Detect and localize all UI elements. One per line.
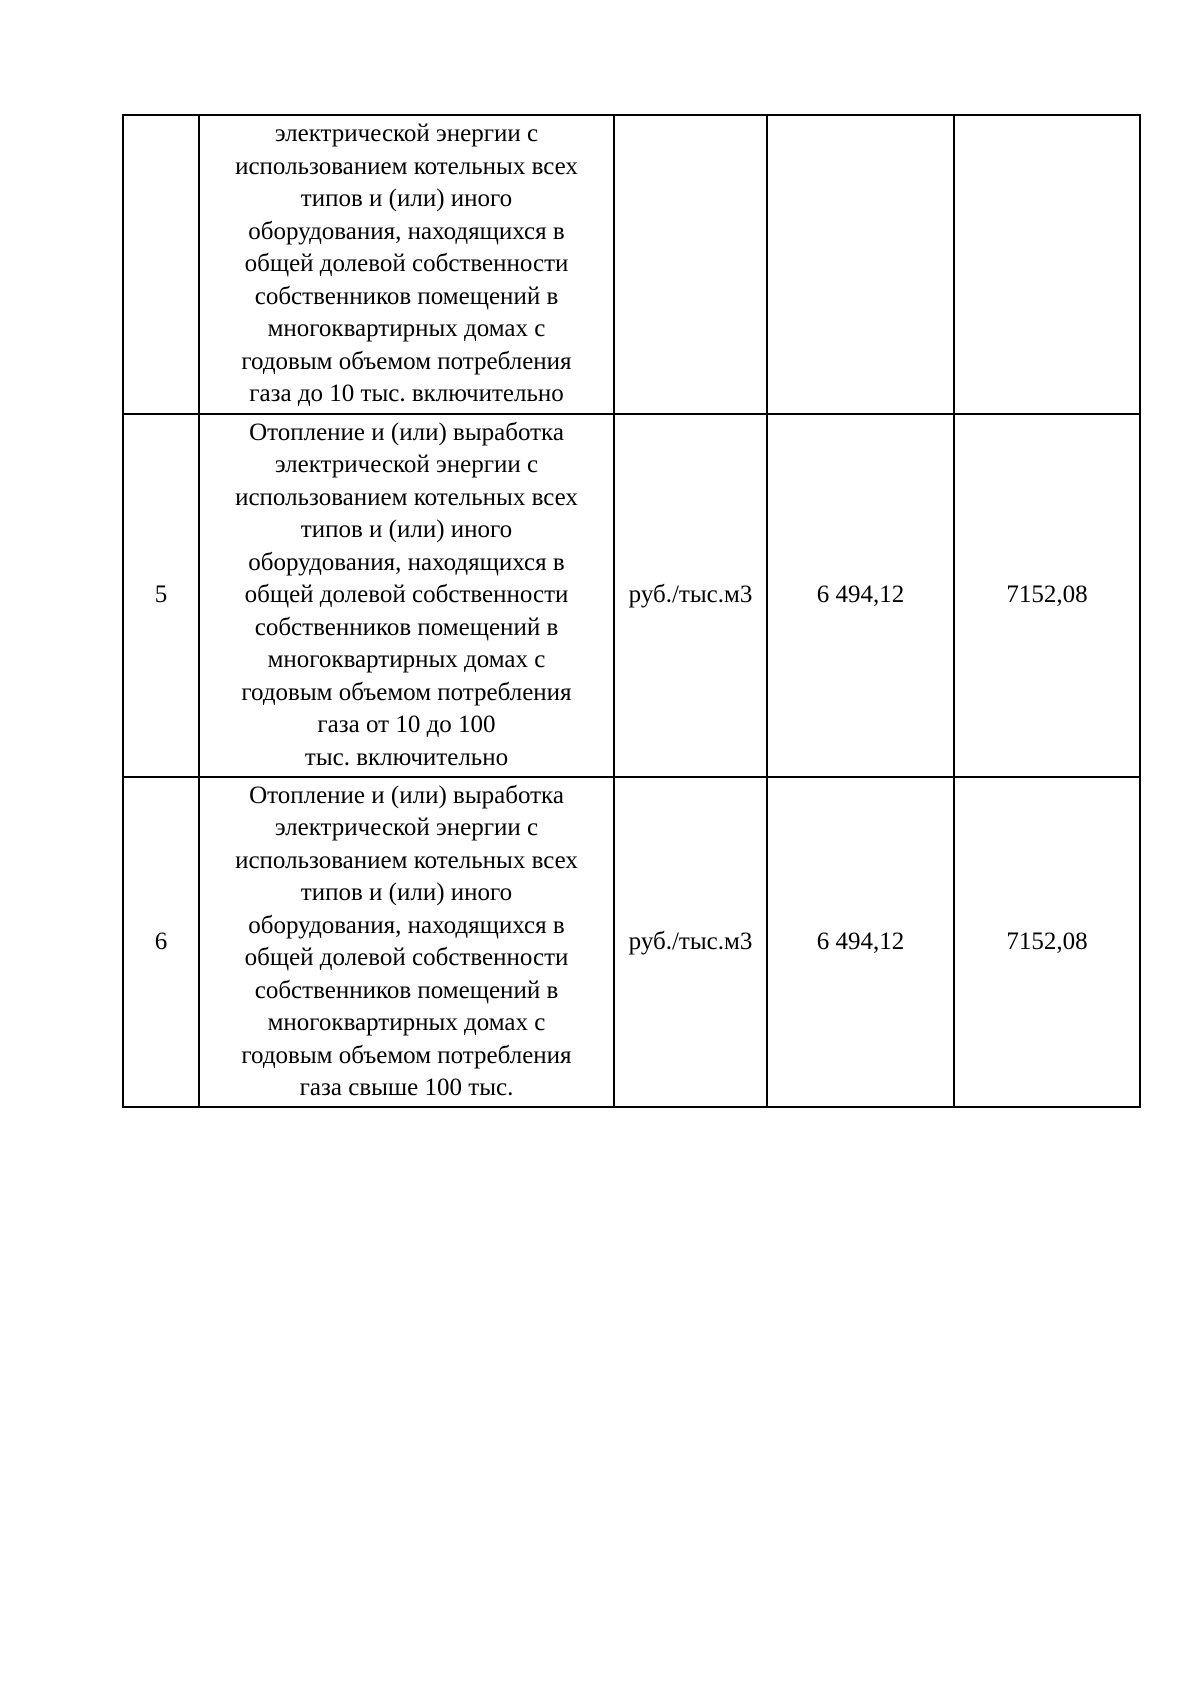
- description-line: типов и (или) иного: [300, 516, 513, 544]
- price-2-cell: 7152,08: [954, 777, 1140, 1107]
- description-line: использованием котельных всех: [235, 846, 578, 874]
- description-line: годовым объемом потребления: [241, 1041, 572, 1069]
- table-row: [123, 777, 1140, 1107]
- description-line: общей долевой собственности: [244, 581, 569, 609]
- row-number-cell: [123, 115, 199, 414]
- row-number-cell: 6: [123, 777, 199, 1107]
- description-line: Отопление и (или) выработка: [249, 418, 564, 446]
- description-line: газа свыше 100 тыс.: [299, 1074, 514, 1101]
- table-row: [123, 115, 1140, 414]
- description-cell: [199, 777, 614, 1107]
- description-line: общей долевой собственности: [244, 250, 569, 278]
- price-2-cell: 7152,08: [954, 414, 1140, 777]
- description-line: типов и (или) иного: [300, 185, 513, 213]
- row-number-cell: 5: [123, 414, 199, 777]
- description-line: типов и (или) иного: [300, 879, 513, 906]
- description-line: оборудования, находящихся в: [248, 548, 565, 576]
- price-2-cell: [954, 115, 1140, 414]
- description-line: Отопление и (или) выработка: [249, 781, 564, 809]
- description-line: многоквартирных домах с: [267, 315, 546, 343]
- description-line: годовым объемом потребления: [241, 347, 572, 375]
- description-line: общей долевой собственности: [244, 944, 569, 971]
- description-cell: [199, 414, 614, 777]
- description-line: электрической энергии с: [274, 814, 539, 841]
- description-line: многоквартирных домах с: [267, 646, 546, 674]
- unit-cell: [614, 115, 767, 414]
- description-line: электрической энергии с: [274, 120, 539, 148]
- description-line: многоквартирных домах с: [267, 1009, 546, 1036]
- description-line: использованием котельных всех: [235, 152, 578, 180]
- description-line: оборудования, находящихся в: [248, 217, 565, 245]
- description-line: оборудования, находящихся в: [248, 911, 565, 939]
- description-line: электрической энергии с: [274, 451, 539, 479]
- description-line: газа от 10 до 100: [317, 711, 496, 739]
- table-row: [123, 414, 1140, 777]
- description-cell: [199, 115, 614, 414]
- description-line: собственников помещений в: [254, 613, 559, 641]
- description-line: годовым объемом потребления: [241, 678, 572, 706]
- price-1-cell: 6 494,12: [767, 414, 954, 777]
- unit-cell: руб./тыс.м3: [614, 777, 767, 1107]
- price-1-cell: 6 494,12: [767, 777, 954, 1107]
- description-line: собственников помещений в: [254, 282, 559, 310]
- description-line: тыс. включительно: [304, 743, 509, 771]
- tariff-table: [122, 114, 1141, 1108]
- unit-cell: руб./тыс.м3: [614, 414, 767, 777]
- description-line: использованием котельных всех: [235, 483, 578, 511]
- description-line: собственников помещений в: [254, 976, 559, 1004]
- price-1-cell: [767, 115, 954, 414]
- description-line: газа до 10 тыс. включительно: [249, 380, 564, 408]
